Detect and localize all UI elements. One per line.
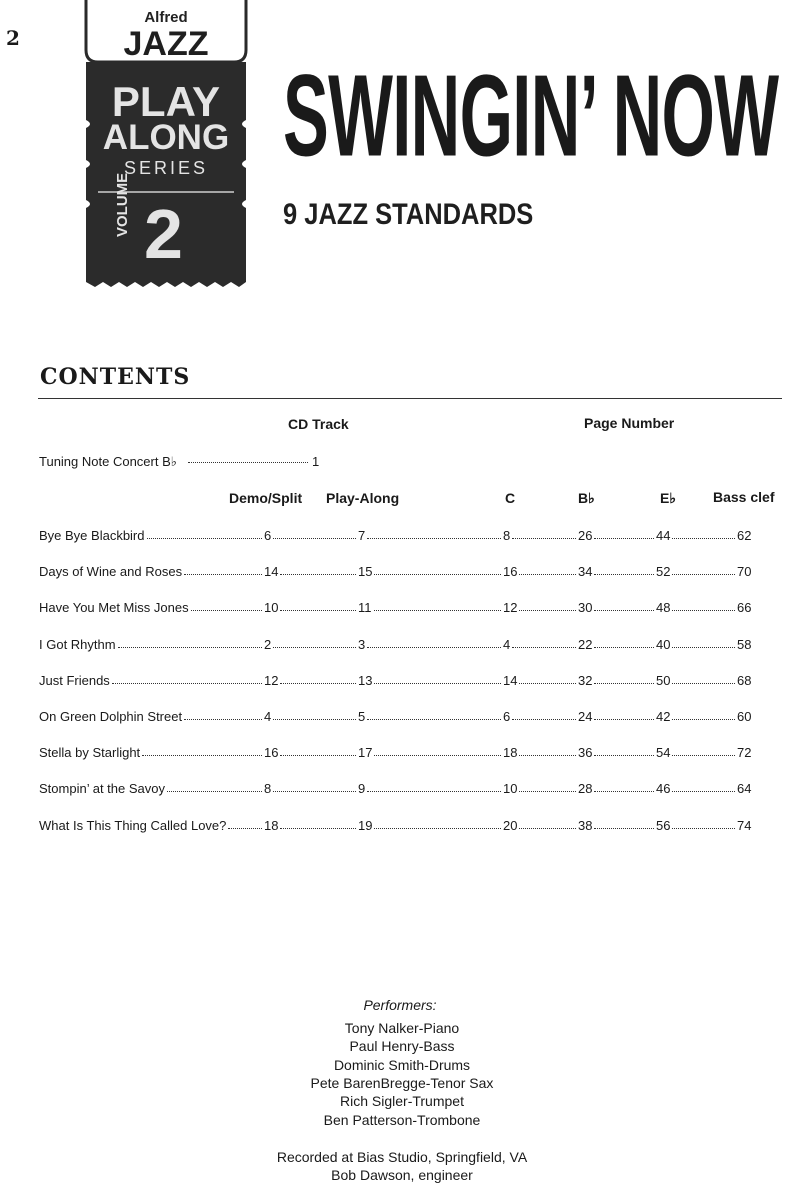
leader-dots xyxy=(118,645,262,648)
song-page-bass-clef: 62 xyxy=(737,528,752,543)
leader-dots xyxy=(512,645,576,648)
song-title: Just Friends xyxy=(39,673,110,688)
song-page-bass-clef: 68 xyxy=(737,673,752,688)
leader-dots xyxy=(367,536,501,539)
song-title: What Is This Thing Called Love? xyxy=(39,818,227,833)
song-title: Stompin’ at the Savoy xyxy=(39,781,165,796)
song-demo-track: 18 xyxy=(264,818,279,833)
performer-credit: Ben Patterson-Trombone xyxy=(323,1111,481,1128)
song-page-e-flat: 40 xyxy=(656,637,671,652)
leader-dots xyxy=(594,826,654,829)
leader-dots xyxy=(273,717,356,720)
contents-heading: CONTENTS xyxy=(40,364,191,390)
leader-dots xyxy=(374,826,501,829)
column-c: C xyxy=(505,490,516,506)
song-page-bass-clef: 70 xyxy=(737,564,752,579)
song-demo-track: 12 xyxy=(264,673,279,688)
leader-dots xyxy=(184,572,262,575)
leader-dots xyxy=(142,753,262,756)
leader-dots xyxy=(594,572,654,575)
tuning-note-label: Tuning Note Concert B♭ xyxy=(39,454,177,469)
leader-dots xyxy=(280,753,356,756)
song-play-along-track: 19 xyxy=(358,818,373,833)
song-page-bass-clef: 58 xyxy=(737,637,752,652)
song-page-e-flat: 50 xyxy=(656,673,671,688)
leader-dots xyxy=(374,753,501,756)
leader-dots xyxy=(672,608,735,611)
song-page-e-flat: 56 xyxy=(656,818,671,833)
performer-credit: Dominic Smith-Drums xyxy=(333,1056,471,1073)
song-play-along-track: 9 xyxy=(358,781,366,796)
song-page-e-flat: 54 xyxy=(656,745,671,760)
leader-dots xyxy=(594,789,654,792)
song-title: Stella by Starlight xyxy=(39,745,141,760)
leader-dots xyxy=(367,645,501,648)
leader-dots xyxy=(273,789,356,792)
song-title: On Green Dolphin Street xyxy=(39,709,183,724)
song-page-e-flat: 48 xyxy=(656,600,671,615)
leader-dots xyxy=(280,572,356,575)
leader-dots xyxy=(147,536,262,539)
song-page-c: 8 xyxy=(503,528,511,543)
leader-dots xyxy=(374,681,501,684)
song-page-b-flat: 28 xyxy=(578,781,593,796)
leader-dots xyxy=(512,717,576,720)
badge-volume-number: 2 xyxy=(144,195,183,273)
song-page-b-flat: 32 xyxy=(578,673,593,688)
song-page-b-flat: 36 xyxy=(578,745,593,760)
leader-dots xyxy=(519,681,576,684)
leader-dots xyxy=(672,717,735,720)
song-title: I Got Rhythm xyxy=(39,637,116,652)
song-demo-track: 10 xyxy=(264,600,279,615)
song-demo-track: 8 xyxy=(264,781,272,796)
song-play-along-track: 5 xyxy=(358,709,366,724)
book-title: SWINGIN’ NOW xyxy=(283,51,779,182)
song-page-b-flat: 26 xyxy=(578,528,593,543)
leader-dots xyxy=(519,789,576,792)
song-title: Days of Wine and Roses xyxy=(39,564,183,579)
leader-dots xyxy=(280,826,356,829)
leader-dots xyxy=(594,753,654,756)
leader-dots xyxy=(672,681,735,684)
leader-dots xyxy=(519,608,576,611)
song-page-c: 20 xyxy=(503,818,518,833)
leader-dots xyxy=(280,681,356,684)
column-b-flat: B♭ xyxy=(578,490,595,506)
contents-divider xyxy=(38,398,782,399)
song-demo-track: 16 xyxy=(264,745,279,760)
recording-engineer: Bob Dawson, engineer xyxy=(331,1167,473,1183)
leader-dots xyxy=(594,717,654,720)
song-page-b-flat: 38 xyxy=(578,818,593,833)
header-cd-track: CD Track xyxy=(288,416,349,432)
leader-dots xyxy=(184,717,262,720)
leader-dots xyxy=(191,608,262,611)
leader-dots xyxy=(672,826,735,829)
song-play-along-track: 17 xyxy=(358,745,373,760)
badge-series: SERIES xyxy=(123,158,209,178)
song-play-along-track: 11 xyxy=(358,600,372,615)
leader-dots xyxy=(273,645,356,648)
recording-studio: Recorded at Bias Studio, Springfield, VA xyxy=(276,1149,528,1165)
leader-dots xyxy=(594,608,654,611)
column-bass-clef: Bass clef xyxy=(713,489,775,505)
song-demo-track: 4 xyxy=(264,709,272,724)
song-page-c: 14 xyxy=(503,673,518,688)
performer-credit: Rich Sigler-Trumpet xyxy=(340,1093,464,1110)
leader-dots xyxy=(273,536,356,539)
song-page-c: 6 xyxy=(503,709,511,724)
song-page-b-flat: 22 xyxy=(578,637,593,652)
leader-dots xyxy=(594,645,654,648)
song-page-c: 4 xyxy=(503,637,511,652)
song-page-bass-clef: 66 xyxy=(737,600,752,615)
song-play-along-track: 3 xyxy=(358,637,366,652)
leader-dots xyxy=(672,645,735,648)
song-page-b-flat: 24 xyxy=(578,709,593,724)
song-page-c: 10 xyxy=(503,781,518,796)
song-page-c: 12 xyxy=(503,600,518,615)
leader-dots xyxy=(519,572,576,575)
leader-dots xyxy=(374,608,501,611)
series-badge xyxy=(84,0,248,288)
leader-dots xyxy=(672,536,735,539)
leader-dots xyxy=(280,608,356,611)
song-page-b-flat: 34 xyxy=(578,564,593,579)
leader-dots xyxy=(228,826,262,829)
song-page-e-flat: 46 xyxy=(656,781,671,796)
song-play-along-track: 13 xyxy=(358,673,373,688)
badge-volume-label: VOLUME xyxy=(114,172,131,237)
performers-heading: Performers: xyxy=(363,997,437,1013)
song-page-e-flat: 44 xyxy=(656,528,671,543)
tuning-note-track: 1 xyxy=(312,454,320,469)
song-page-bass-clef: 60 xyxy=(737,709,752,724)
column-e-flat: E♭ xyxy=(660,490,676,506)
book-subtitle: 9 JAZZ STANDARDS xyxy=(283,198,534,231)
leader-dots xyxy=(374,572,501,575)
song-page-bass-clef: 72 xyxy=(737,745,752,760)
badge-jazz: JAZZ xyxy=(123,25,209,63)
leader-dots xyxy=(167,789,262,792)
song-page-e-flat: 42 xyxy=(656,709,671,724)
leader-dots xyxy=(594,681,654,684)
column-demo-split: Demo/Split xyxy=(229,490,303,506)
page-number: 2 xyxy=(6,26,20,50)
leader-dots xyxy=(112,681,262,684)
song-page-c: 16 xyxy=(503,564,518,579)
header-page-number: Page Number xyxy=(584,415,675,431)
leader-dots xyxy=(672,572,735,575)
column-play-along: Play-Along xyxy=(326,490,400,506)
performer-credit: Pete BarenBregge-Tenor Sax xyxy=(310,1074,494,1091)
leader-dots xyxy=(594,536,654,539)
leader-dots xyxy=(672,753,735,756)
song-page-bass-clef: 64 xyxy=(737,781,752,796)
song-demo-track: 14 xyxy=(264,564,279,579)
leader-dots xyxy=(672,789,735,792)
leader-dots xyxy=(519,826,576,829)
song-play-along-track: 7 xyxy=(358,528,366,543)
song-demo-track: 6 xyxy=(264,528,272,543)
song-play-along-track: 15 xyxy=(358,564,373,579)
performer-credit: Paul Henry-Bass xyxy=(349,1038,455,1055)
leader-dots xyxy=(367,789,501,792)
publisher-name: Alfred xyxy=(144,9,188,26)
song-page-e-flat: 52 xyxy=(656,564,671,579)
song-demo-track: 2 xyxy=(264,637,272,652)
song-page-bass-clef: 74 xyxy=(737,818,752,833)
song-title: Bye Bye Blackbird xyxy=(39,528,145,543)
leader-dots xyxy=(367,717,501,720)
badge-play: PLAY xyxy=(111,78,221,125)
song-page-b-flat: 30 xyxy=(578,600,593,615)
badge-along: ALONG xyxy=(102,118,230,157)
performer-credit: Tony Nalker-Piano xyxy=(344,1020,460,1036)
song-page-c: 18 xyxy=(503,745,518,760)
leader-dots xyxy=(512,536,576,539)
song-title: Have You Met Miss Jones xyxy=(39,600,189,615)
tuning-leader-dots xyxy=(188,460,308,463)
leader-dots xyxy=(519,753,576,756)
